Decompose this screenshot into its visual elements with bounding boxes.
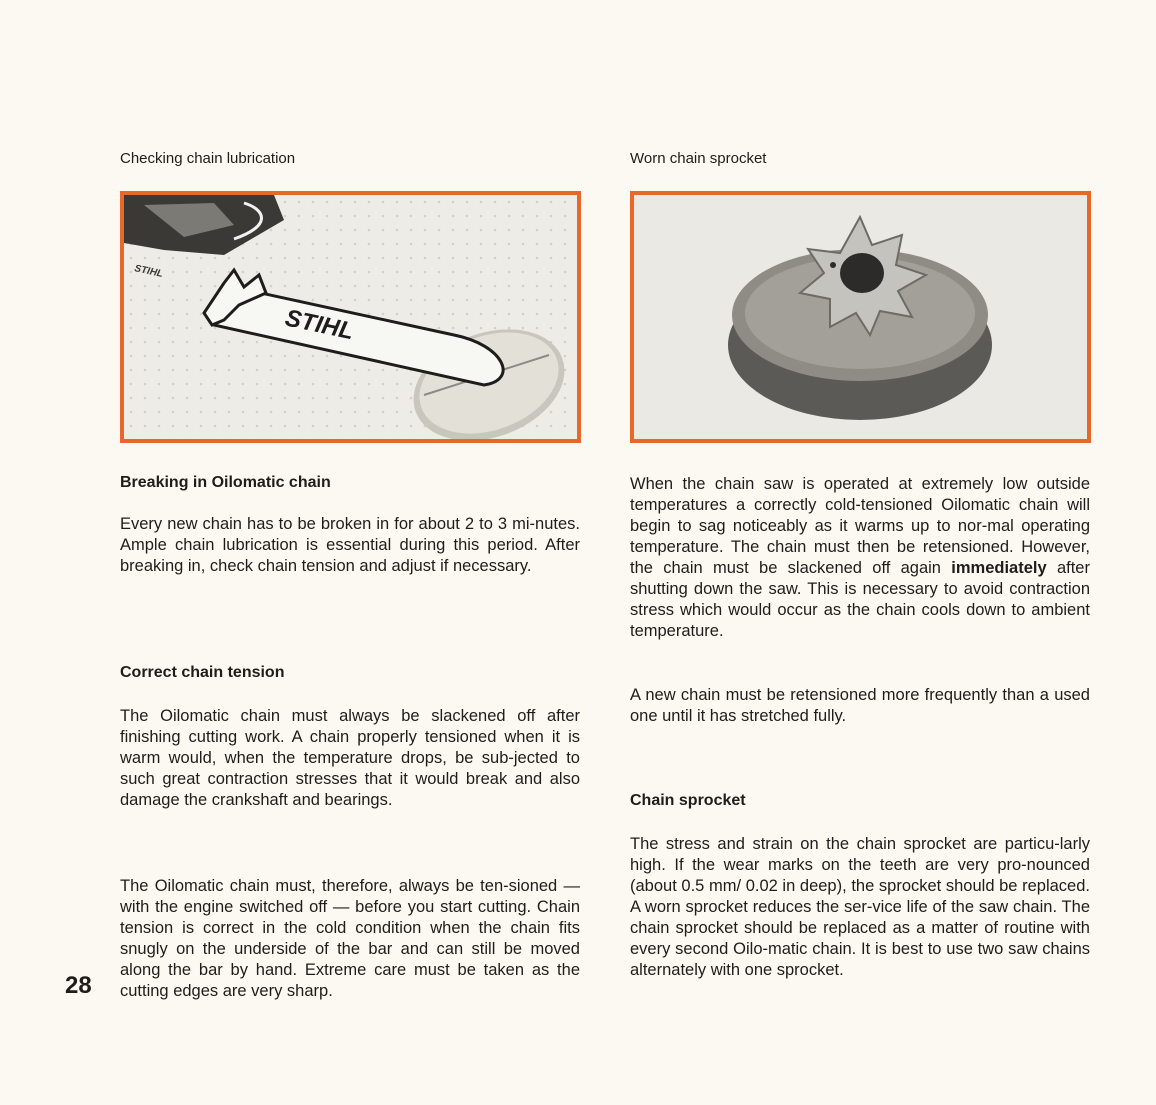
page-number: 28 xyxy=(65,972,92,999)
image-brand-bar: STIHL xyxy=(282,304,357,346)
heading-correct-tension: Correct chain tension xyxy=(120,664,285,681)
sprocket-illustration xyxy=(634,195,1087,439)
paragraph-correct-tension: The Oilomatic chain must always be slackened off after finishing cutting work. A chain properly tensioned when it is warm would, when the temperature drops, be sub-jected to such great contraction stresses that it would break and also damage the crankshaft and bearings. xyxy=(120,707,580,809)
cold-tension-text-end: after shutting down the saw. This is necessary to avoid contraction stress which would occur as the chain cools down to ambient temperature. xyxy=(630,559,1090,640)
emphasis-immediately: immediately xyxy=(951,559,1047,577)
chain-lubrication-illustration xyxy=(124,195,577,439)
paragraph-cold-tension xyxy=(630,474,1090,642)
heading-chain-sprocket: Chain sprocket xyxy=(630,792,746,809)
paragraph-new-chain: A new chain must be retensioned more frequently than a used one until it has stretched fully. xyxy=(630,686,1090,725)
left-image-caption: Checking chain lubrication xyxy=(120,150,296,167)
cold-tension-text-start: When the chain saw is operated at extremely low outside temperatures a correctly cold-tensioned Oilomatic chain will begin to sag noticeably as it warms up to nor-mal operating temperature. The chain must then be retensioned. However, the chain must be slackened off again xyxy=(630,475,1090,577)
paragraph-tensioning-procedure: The Oilomatic chain must, therefore, always be ten-sioned — with the engine switched off — before you start cutting. Chain tension is correct in the cold condition when the chain fits snugly on the underside of the bar and can still be moved along the bar by hand. Extreme care must be taken as the cutting edges are very sharp. xyxy=(120,877,580,1000)
paragraph-breaking-in: Every new chain has to be broken in for about 2 to 3 mi-nutes. Ample chain lubrication is essential during this period. After breaking in, check chain tension and adjust if necessary. xyxy=(120,515,580,575)
right-image-caption: Worn chain sprocket xyxy=(630,150,767,167)
chain-lubrication-photo xyxy=(120,191,581,443)
image-brand-small: STIHL xyxy=(133,263,164,280)
worn-sprocket-photo xyxy=(630,191,1091,443)
paragraph-chain-sprocket: The stress and strain on the chain sprocket are particu-larly high. If the wear marks on the teeth are very pro-nounced (about 0.5 mm/ 0.02 in deep), the sprocket should be replaced. A worn sprocket reduces the ser-vice life of the saw chain. The chain sprocket should be replaced as a matter of routine with every second Oilo-matic chain. It is best to use two saw chains alternately with one sprocket. xyxy=(630,835,1090,979)
heading-breaking-in: Breaking in Oilomatic chain xyxy=(120,474,331,491)
